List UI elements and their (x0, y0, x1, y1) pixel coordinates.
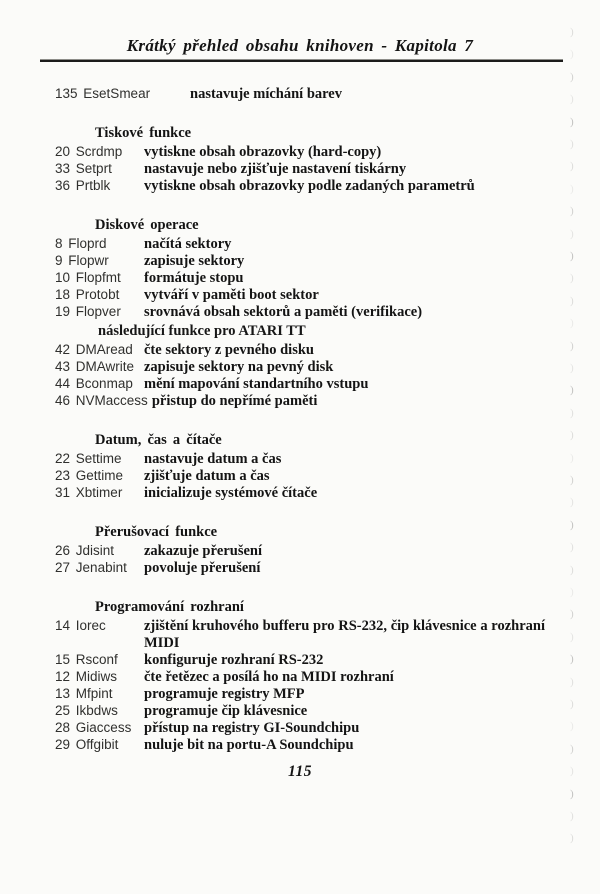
function-name: Scrdmp (75, 144, 123, 159)
function-name: Midiws (75, 669, 118, 684)
function-id (55, 485, 144, 500)
function-description: nastavuje datum a čas (144, 451, 282, 467)
scan-artifact-mark: ) (570, 474, 574, 486)
function-number: 27 (55, 560, 71, 575)
scan-artifact-mark: ) (570, 832, 574, 845)
function-number: 46 (55, 393, 71, 408)
scan-artifact-mark: ) (570, 70, 574, 83)
function-description: zjištění kruhového bufferu pro RS-232, čip klávesnice a rozhraní MIDI (144, 618, 545, 651)
scan-artifact-mark: ) (570, 653, 574, 666)
function-id (55, 236, 144, 251)
function-name: Protobt (75, 287, 120, 302)
function-description: nuluje bit na portu-A Soundchipu (144, 737, 354, 753)
scan-artifact-mark: ) (570, 586, 574, 598)
function-number: 10 (55, 270, 71, 285)
function-row (55, 161, 545, 178)
function-name: DMAwrite (75, 359, 135, 374)
function-row (55, 287, 545, 304)
scan-artifact-mark: ) (570, 182, 574, 195)
scan-artifact-mark: ) (570, 272, 574, 285)
scan-artifact-mark: ) (570, 339, 574, 352)
function-row (55, 652, 545, 669)
function-row (55, 376, 545, 393)
function-row (55, 342, 545, 359)
function-description: čte sektory z pevného disku (144, 342, 314, 358)
function-number: 14 (55, 618, 71, 633)
function-id (55, 669, 144, 684)
function-name: NVMaccess (75, 393, 148, 408)
function-id (55, 270, 144, 285)
function-name: Setprt (75, 161, 112, 176)
function-id (55, 86, 190, 101)
function-section (55, 430, 545, 502)
function-number: 18 (55, 287, 71, 302)
function-row (55, 178, 545, 195)
function-description: povoluje přerušení (144, 560, 261, 576)
scan-artifact-mark: ) (570, 563, 574, 576)
scan-artifact-mark: ) (570, 250, 574, 262)
function-row (55, 618, 545, 652)
function-row (55, 703, 545, 720)
scan-artifact-mark: ) (570, 742, 574, 755)
function-row (55, 737, 545, 754)
function-number: 19 (55, 304, 71, 319)
function-description: zakazuje přerušení (144, 543, 262, 559)
function-name: DMAread (75, 342, 133, 357)
function-description: srovnává obsah sektorů a paměti (verifikace) (144, 304, 423, 320)
function-row (55, 144, 545, 161)
scan-artifact-mark: ) (570, 787, 574, 800)
function-name: Flopver (75, 304, 121, 319)
function-description: zapisuje sektory (144, 253, 245, 269)
function-name: Rsconf (75, 652, 118, 667)
function-name: Jdisint (75, 543, 115, 558)
section-heading: Diskové operace (95, 217, 199, 233)
scan-artifact-mark: ) (570, 294, 574, 307)
function-description: vytiskne obsah obrazovky podle zadaných parametrů (144, 178, 475, 194)
function-name: Iorec (75, 618, 106, 633)
function-row (55, 669, 545, 686)
scan-artifact-mark: ) (570, 93, 574, 106)
function-name: Jenabint (75, 560, 127, 575)
function-id (55, 543, 144, 558)
function-description: zapisuje sektory na pevný disk (144, 359, 334, 375)
function-row (55, 86, 545, 103)
function-row (55, 468, 545, 485)
function-number: 31 (55, 485, 71, 500)
function-row (55, 720, 545, 737)
function-description: vytváří v paměti boot sektor (144, 287, 319, 303)
function-row (55, 359, 545, 376)
scan-artifact-mark: ) (570, 675, 574, 688)
function-id (55, 376, 144, 391)
function-number: 29 (55, 737, 71, 752)
function-id (55, 144, 144, 159)
function-number: 9 (55, 253, 63, 268)
section-heading: Datum, čas a čítače (95, 432, 222, 448)
function-number: 42 (55, 342, 71, 357)
function-row (55, 485, 545, 502)
function-list (55, 86, 545, 754)
function-description: zjišťuje datum a čas (144, 468, 270, 484)
scan-artifact-mark: ) (570, 362, 574, 374)
header-rule (40, 59, 563, 62)
function-id (55, 737, 144, 752)
function-row (55, 393, 545, 410)
function-description: vytiskne obsah obrazovky (hard-copy) (144, 144, 382, 160)
function-row (55, 560, 545, 577)
page-number: 115 (288, 763, 312, 780)
function-number: 43 (55, 359, 71, 374)
function-number: 22 (55, 451, 71, 466)
function-description: přistup do nepřímé paměti (151, 393, 318, 409)
function-id (55, 359, 144, 374)
scan-artifact-mark: ) (570, 406, 574, 419)
scan-artifact-mark: ) (570, 384, 574, 397)
scan-artifact-mark: ) (570, 227, 574, 240)
chapter-running-title: Krátký přehled obsahu knihoven - Kapitola 7 (126, 36, 474, 55)
scan-artifact-mark: ) (570, 765, 574, 778)
function-name: EsetSmear (83, 86, 151, 101)
function-id (55, 618, 144, 633)
function-id (55, 703, 144, 718)
function-row (55, 270, 545, 287)
function-name: Flopwr (68, 253, 109, 268)
function-number: 26 (55, 543, 71, 558)
scan-artifact-mark: ) (570, 138, 574, 150)
function-row (55, 304, 545, 321)
function-section (55, 215, 545, 410)
function-id (55, 720, 144, 735)
function-description: programuje čip klávesnice (144, 703, 308, 719)
scan-artifact-mark: ) (570, 48, 574, 61)
scan-artifact-mark: ) (570, 160, 574, 173)
scan-artifact-mark: ) (570, 810, 574, 822)
scan-artifact-mark: ) (570, 720, 574, 733)
scan-artifact-mark: ) (570, 541, 574, 554)
function-description: formátuje stopu (144, 270, 244, 286)
function-id (55, 686, 144, 701)
function-number: 33 (55, 161, 71, 176)
function-description: konfiguruje rozhraní RS-232 (144, 652, 324, 668)
function-number: 12 (55, 669, 71, 684)
function-name: Xbtimer (75, 485, 123, 500)
function-id (55, 304, 144, 319)
function-id (55, 560, 144, 575)
function-id (55, 253, 144, 268)
function-name: Bconmap (75, 376, 133, 391)
scan-artifact-mark: ) (570, 205, 574, 218)
function-id (55, 451, 144, 466)
function-number: 25 (55, 703, 71, 718)
section-heading: Programování rozhraní (95, 599, 244, 615)
function-name: Mfpint (75, 686, 113, 701)
function-row (55, 543, 545, 560)
function-id (55, 652, 144, 667)
function-description: čte řetězec a posílá ho na MIDI rozhraní (144, 669, 394, 685)
function-number: 8 (55, 236, 63, 251)
function-name: Gettime (75, 468, 124, 483)
function-number: 28 (55, 720, 71, 735)
scan-artifact-mark: ) (570, 496, 574, 509)
section-heading: Přerušovací funkce (95, 524, 218, 540)
function-description: nastavuje nebo zjišťuje nastavení tiskárny (144, 161, 407, 177)
function-name: Offgibit (75, 737, 119, 752)
function-description: mění mapování standartního vstupu (144, 376, 369, 392)
function-row (55, 236, 545, 253)
function-name: Flopfmt (75, 270, 121, 285)
function-number: 15 (55, 652, 71, 667)
function-name: Ikbdws (75, 703, 118, 718)
function-description: programuje registry MFP (144, 686, 305, 702)
scan-artifact-mark: ) (570, 451, 574, 464)
function-name: Prtblk (75, 178, 111, 193)
function-row (55, 253, 545, 270)
function-id (55, 468, 144, 483)
function-number: 23 (55, 468, 71, 483)
subsection-note: následující funkce pro ATARI TT (98, 323, 306, 339)
function-section (55, 86, 545, 103)
section-heading: Tiskové funkce (95, 125, 192, 141)
function-row (55, 686, 545, 703)
function-name: Settime (75, 451, 122, 466)
function-id (55, 161, 144, 176)
function-section (55, 597, 545, 754)
function-number: 135 (55, 86, 78, 101)
function-section (55, 522, 545, 577)
function-description: přístup na registry GI-Soundchipu (144, 720, 360, 736)
function-number: 13 (55, 686, 71, 701)
scan-artifact-mark: ) (570, 317, 574, 330)
function-id (55, 287, 144, 302)
scan-artifact-mark: ) (570, 429, 574, 442)
function-number: 20 (55, 144, 71, 159)
scan-artifact-mark: ) (570, 518, 574, 531)
function-id (55, 342, 144, 357)
function-name: Giaccess (75, 720, 132, 735)
function-description: nastavuje míchání barev (190, 86, 342, 102)
scan-artifact-mark: ) (570, 608, 574, 621)
scan-artifact-mark: ) (570, 698, 574, 710)
scan-artifact-mark: ) (570, 115, 574, 128)
function-name: Floprd (68, 236, 107, 251)
function-row (55, 451, 545, 468)
function-description: načítá sektory (144, 236, 232, 252)
function-number: 44 (55, 376, 71, 391)
function-number: 36 (55, 178, 71, 193)
scan-artifact-mark: ) (570, 26, 574, 38)
function-section (55, 123, 545, 195)
function-id (55, 393, 152, 408)
function-description: inicializuje systémové čítače (144, 485, 318, 501)
function-id (55, 178, 144, 193)
scan-artifact-mark: ) (570, 630, 574, 643)
page-header (55, 0, 545, 62)
